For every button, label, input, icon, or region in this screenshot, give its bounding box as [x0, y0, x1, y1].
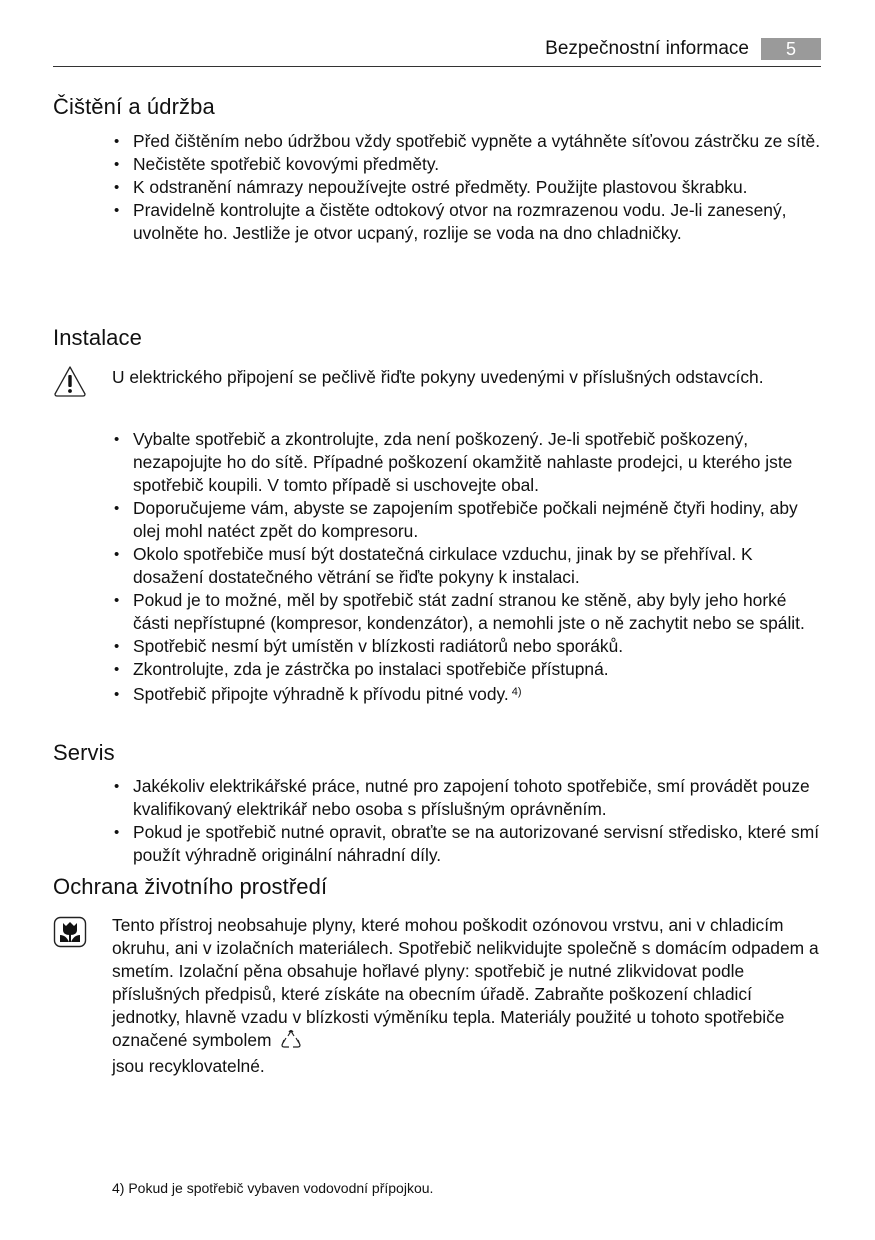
environment-flower-icon [53, 916, 87, 953]
list-item: • Pokud je spotřebič nutné opravit, obraťte se na autorizované servisní středisko, které smí použít výhradně originální náhradní díly. [112, 821, 822, 867]
environment-text [112, 914, 822, 1078]
list-item: • Jakékoliv elektrikářské práce, nutné pro zapojení tohoto spotřebiče, smí provádět pouze kvalifikovaný elektrikář nebo osoba s příslušným oprávněním. [112, 775, 822, 821]
list-item: • Doporučujeme vám, abyste se zapojením spotřebiče počkali nejméně čtyři hodiny, aby olej mohl natéct zpět do kompresoru. [112, 497, 822, 543]
list-item: • Nečistěte spotřebič kovovými předměty. [112, 153, 822, 176]
list-item: • Před čištěním nebo údržbou vždy spotřebič vypněte a vytáhněte síťovou zástrčku ze sítě. [112, 130, 822, 153]
service-list [112, 775, 822, 867]
list-item: • Pravidelně kontrolujte a čistěte odtokový otvor na rozmrazenou vodu. Je-li zanesený, uvolněte ho. Jestliže je otvor ucpaný, rozlije se voda na dno chladničky. [112, 199, 822, 245]
environment-text-main: Tento přístroj neobsahuje plyny, které mohou poškodit ozónovou vrstvu, ani v chladicím okruhu, ani v izolačních materiálech. Spotřebič nelikvidujte společně s domácím odpadem a smetím. Izolační pěna obsahuje hořlavé plyny: spotřebič je nutné zlikvidovat podle příslušných předpisů, které získáte na obecním úřadě. Zabraňte poškození chladicí jednotky, hlavně vzadu v blízkosti výměníku tepla. Materiály použité u tohoto spotřebiče označené symbolem [112, 915, 819, 1050]
page-header [53, 36, 821, 67]
section-heading-service: Servis [53, 740, 115, 765]
list-item: • Zkontrolujte, zda je zástrčka po instalaci spotřebiče přístupná. [112, 658, 822, 681]
list-item: • Okolo spotřebiče musí být dostatečná cirkulace vzduchu, jinak by se přehříval. K dosažení dostatečného větrání se řiďte pokyny k instalaci. [112, 543, 822, 589]
list-item [112, 683, 822, 706]
installation-list [112, 428, 822, 706]
list-item: • Pokud je to možné, měl by spotřebič stát zadní stranou ke stěně, aby byly jeho horké části nepřístupné (kompresor, kondenzátor), a nemohli jste o ně zachytit nebo se spálit. [112, 589, 822, 635]
environment-text-end: jsou recyklovatelné. [112, 1056, 265, 1076]
header-title: Bezpečnostní informace [545, 38, 749, 59]
page-number: 5 [761, 38, 821, 60]
footnote-ref: 4) [511, 686, 522, 698]
list-item-text: Spotřebič připojte výhradně k přívodu pitné vody. [133, 684, 509, 704]
section-heading-environment: Ochrana životního prostředí [53, 874, 328, 899]
recycle-icon [280, 1029, 302, 1055]
cleaning-list [112, 130, 822, 245]
list-item: • Spotřebič nesmí být umístěn v blízkosti radiátorů nebo sporáků. [112, 635, 822, 658]
section-heading-installation: Instalace [53, 325, 142, 350]
footnote: 4) Pokud je spotřebič vybaven vodovodní přípojkou. [112, 1180, 434, 1196]
list-item: • Vybalte spotřebič a zkontrolujte, zda není poškozený. Je-li spotřebič poškozený, nezapojujte ho do sítě. Případné poškození okamžitě nahlaste prodejci, u kterého jste spotřebič koupili. V tomto případě si uschovejte obal. [112, 428, 822, 497]
installation-warning-text: U elektrického připojení se pečlivě řiďte pokyny uvedenými v příslušných odstavcích. [112, 367, 764, 387]
warning-triangle-icon [53, 365, 87, 402]
section-heading-cleaning: Čištění a údržba [53, 94, 215, 119]
list-item: • K odstranění námrazy nepoužívejte ostré předměty. Použijte plastovou škrabku. [112, 176, 822, 199]
